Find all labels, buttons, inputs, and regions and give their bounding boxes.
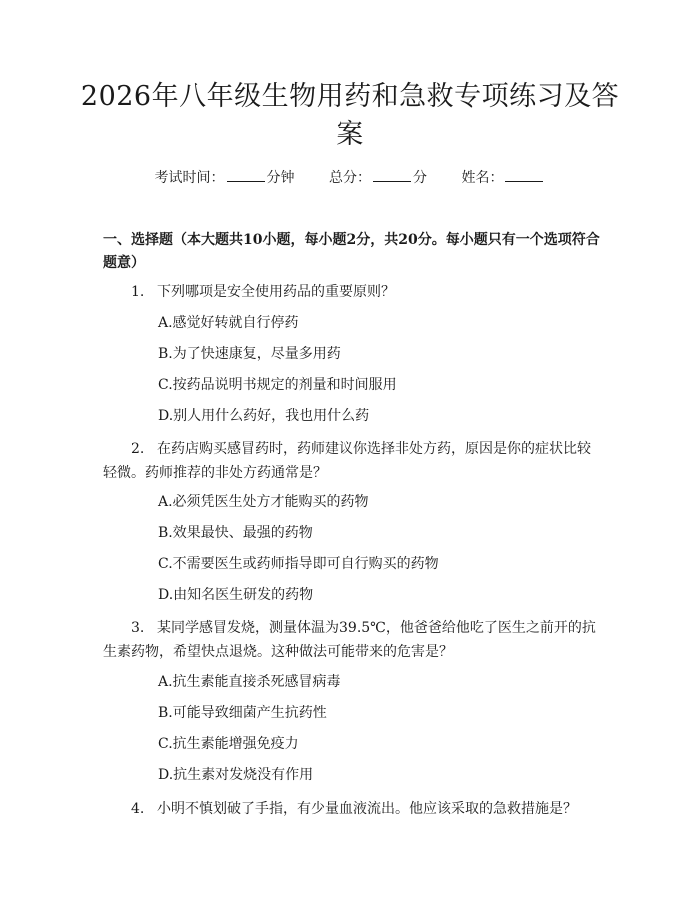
question-2-option-a[interactable]: A.必须凭医生处方才能购买的药物 — [158, 494, 369, 510]
question-3-option-b[interactable]: B.可能导致细菌产生抗药性 — [158, 705, 327, 721]
question-4 — [103, 797, 603, 821]
question-2-option-d[interactable]: D.由知名医生研发的药物 — [158, 587, 314, 603]
question-number: 4. — [131, 801, 145, 817]
student-name-blank[interactable] — [505, 168, 543, 182]
question-2-option-b[interactable]: B.效果最快、最强的药物 — [158, 525, 313, 541]
total-score-blank[interactable] — [373, 168, 411, 182]
exam-time-unit: 分钟 — [266, 170, 295, 186]
question-1-option-c[interactable]: C.按药品说明书规定的剂量和时间服用 — [158, 377, 397, 393]
question-1-option-d[interactable]: D.别人用什么药好，我也用什么药 — [158, 408, 370, 424]
question-3 — [103, 616, 603, 664]
question-1-option-a[interactable]: A.感觉好转就自行停药 — [158, 315, 299, 331]
exam-time-blank[interactable] — [227, 168, 265, 182]
question-text: 某同学感冒发烧，测量体温为39.5℃，他爸爸给他吃了医生之前开的抗生素药物，希望快点退烧。这种做法可能带来的危害是？ — [103, 620, 596, 660]
title-line-2: 案 — [336, 119, 364, 150]
exam-time-label: 考试时间： — [154, 170, 225, 186]
question-1-option-b[interactable]: B.为了快速康复，尽量多用药 — [158, 346, 341, 362]
question-3-option-a[interactable]: A.抗生素能直接杀死感冒病毒 — [158, 674, 341, 690]
document-title — [80, 78, 620, 154]
student-name-label: 姓名： — [461, 170, 504, 186]
question-text: 下列哪项是安全使用药品的重要原则？ — [157, 284, 395, 300]
exam-info-line — [0, 168, 700, 188]
question-number: 3. — [131, 620, 145, 636]
total-score-field — [329, 168, 427, 188]
question-3-option-d[interactable]: D.抗生素对发烧没有作用 — [158, 767, 314, 783]
question-2 — [103, 437, 603, 485]
question-1 — [103, 280, 603, 304]
question-3-option-c[interactable]: C.抗生素能增强免疫力 — [158, 736, 299, 752]
question-text: 小明不慎划破了手指，有少量血液流出。他应该采取的急救措施是？ — [157, 801, 577, 817]
question-text: 在药店购买感冒药时，药师建议你选择非处方药，原因是你的症状比较轻微。药师推荐的非处方药通常是？ — [103, 441, 591, 481]
section-heading: 一、选择题（本大题共10小题，每小题2分，共20分。每小题只有一个选项符合题意） — [103, 232, 600, 271]
question-2-option-c[interactable]: C.不需要医生或药师指导即可自行购买的药物 — [158, 556, 439, 572]
total-score-label: 总分： — [329, 170, 371, 186]
question-number: 1. — [131, 284, 145, 300]
question-number: 2. — [131, 441, 145, 457]
title-line-1: 2026年八年级生物用药和急救专项练习及答 — [80, 81, 620, 112]
student-name-field — [461, 168, 545, 188]
exam-time-field — [155, 168, 295, 188]
total-score-unit: 分 — [413, 170, 427, 186]
